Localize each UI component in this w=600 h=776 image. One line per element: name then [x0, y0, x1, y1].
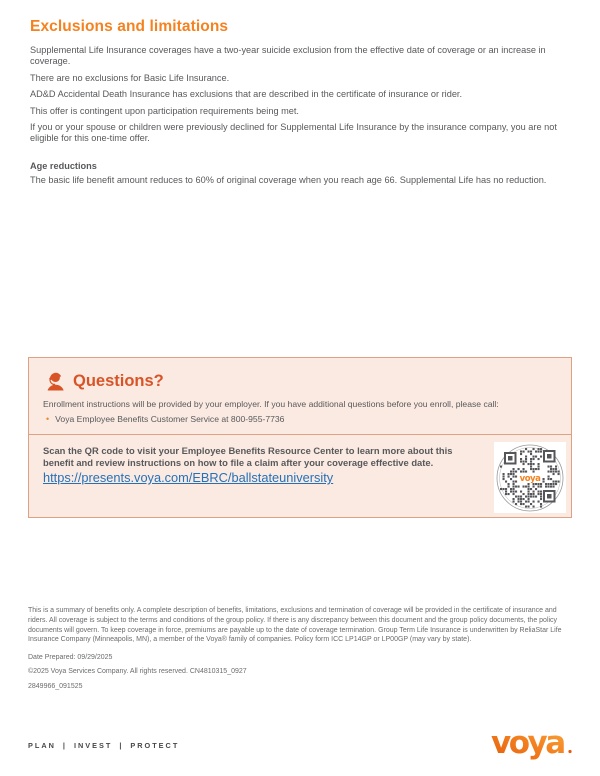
voya-logo [490, 720, 576, 764]
age-reductions-heading: Age reductions [30, 161, 97, 171]
questions-section [29, 358, 571, 431]
ebrc-link[interactable]: https://presents.voya.com/EBRC/ballstateuniversity [43, 470, 334, 485]
legal-disclaimer: This is a summary of benefits only. A complete description of benefits, limitations, exclusions and termination of coverage will be provided in the certificate of insurance and riders. All coverage is subject to the terms and conditions of the group policy. If there is any discrepancy between this document and the group policy documents, the policy documents will govern. To keep coverage in force, premiums are payable up to the date of coverage termination. Group Term Life Insurance is underwritten by ReliaStar Life Insurance Company (Minneapolis, MN), a member of the Voya® family of companies. Policy form ICC LP14GP or LP00GP (may vary by state). [28, 607, 562, 644]
customer-service-text: Voya Employee Benefits Customer Service at 800-955-7736 [55, 414, 285, 424]
qr-instructions: Scan the QR code to visit your Employee Benefits Resource Center to learn more about this benefit and review instructions on how to file a claim after your coverage effective date. [43, 445, 453, 468]
qr-code [494, 442, 566, 513]
paragraph-participation: This offer is contingent upon participation requirements being met. [30, 105, 299, 116]
customer-service-bullet [43, 414, 557, 425]
logo-period [568, 750, 571, 753]
page-title: Exclusions and limitations [30, 18, 229, 35]
age-reductions-body: The basic life benefit amount reduces to 60% of original coverage when you reach age 66. Supplemental Life has no reduction. [30, 175, 547, 185]
paragraph-basic-life: There are no exclusions for Basic Life Insurance. [30, 72, 230, 83]
paragraph-suicide-exclusion: Supplemental Life Insurance coverages have a two-year suicide exclusion from the effective date of coverage or an increase in coverage. [30, 45, 546, 66]
questions-box [28, 357, 572, 518]
voya-logo-text: voya [491, 725, 564, 761]
questions-intro: Enrollment instructions will be provided by your employer. If you have additional questions before you enroll, please call: [43, 399, 499, 409]
tagline: PLAN | INVEST | PROTECT [28, 741, 180, 750]
paragraph-add: AD&D Accidental Death Insurance has exclusions that are described in the certificate of insurance or rider. [30, 89, 463, 99]
main-content [30, 18, 572, 192]
fine-print [28, 606, 574, 696]
paragraph-declined: If you or your spouse or children were previously declined for Supplemental Life Insurance by the insurance company, you are not eligible for this one-time offer. [30, 122, 557, 143]
copyright-line: ©2025 Voya Services Company. All rights reserved. CN4810315_0927 [28, 668, 247, 676]
bullet-icon: • [46, 414, 50, 424]
form-number: 2849966_091525 [28, 682, 83, 690]
support-agent-icon [43, 369, 67, 393]
questions-title: Questions? [73, 371, 164, 390]
date-prepared: Date Prepared: 09/29/2025 [28, 654, 113, 662]
qr-center-label: voya [519, 473, 541, 484]
qr-section [29, 435, 571, 519]
